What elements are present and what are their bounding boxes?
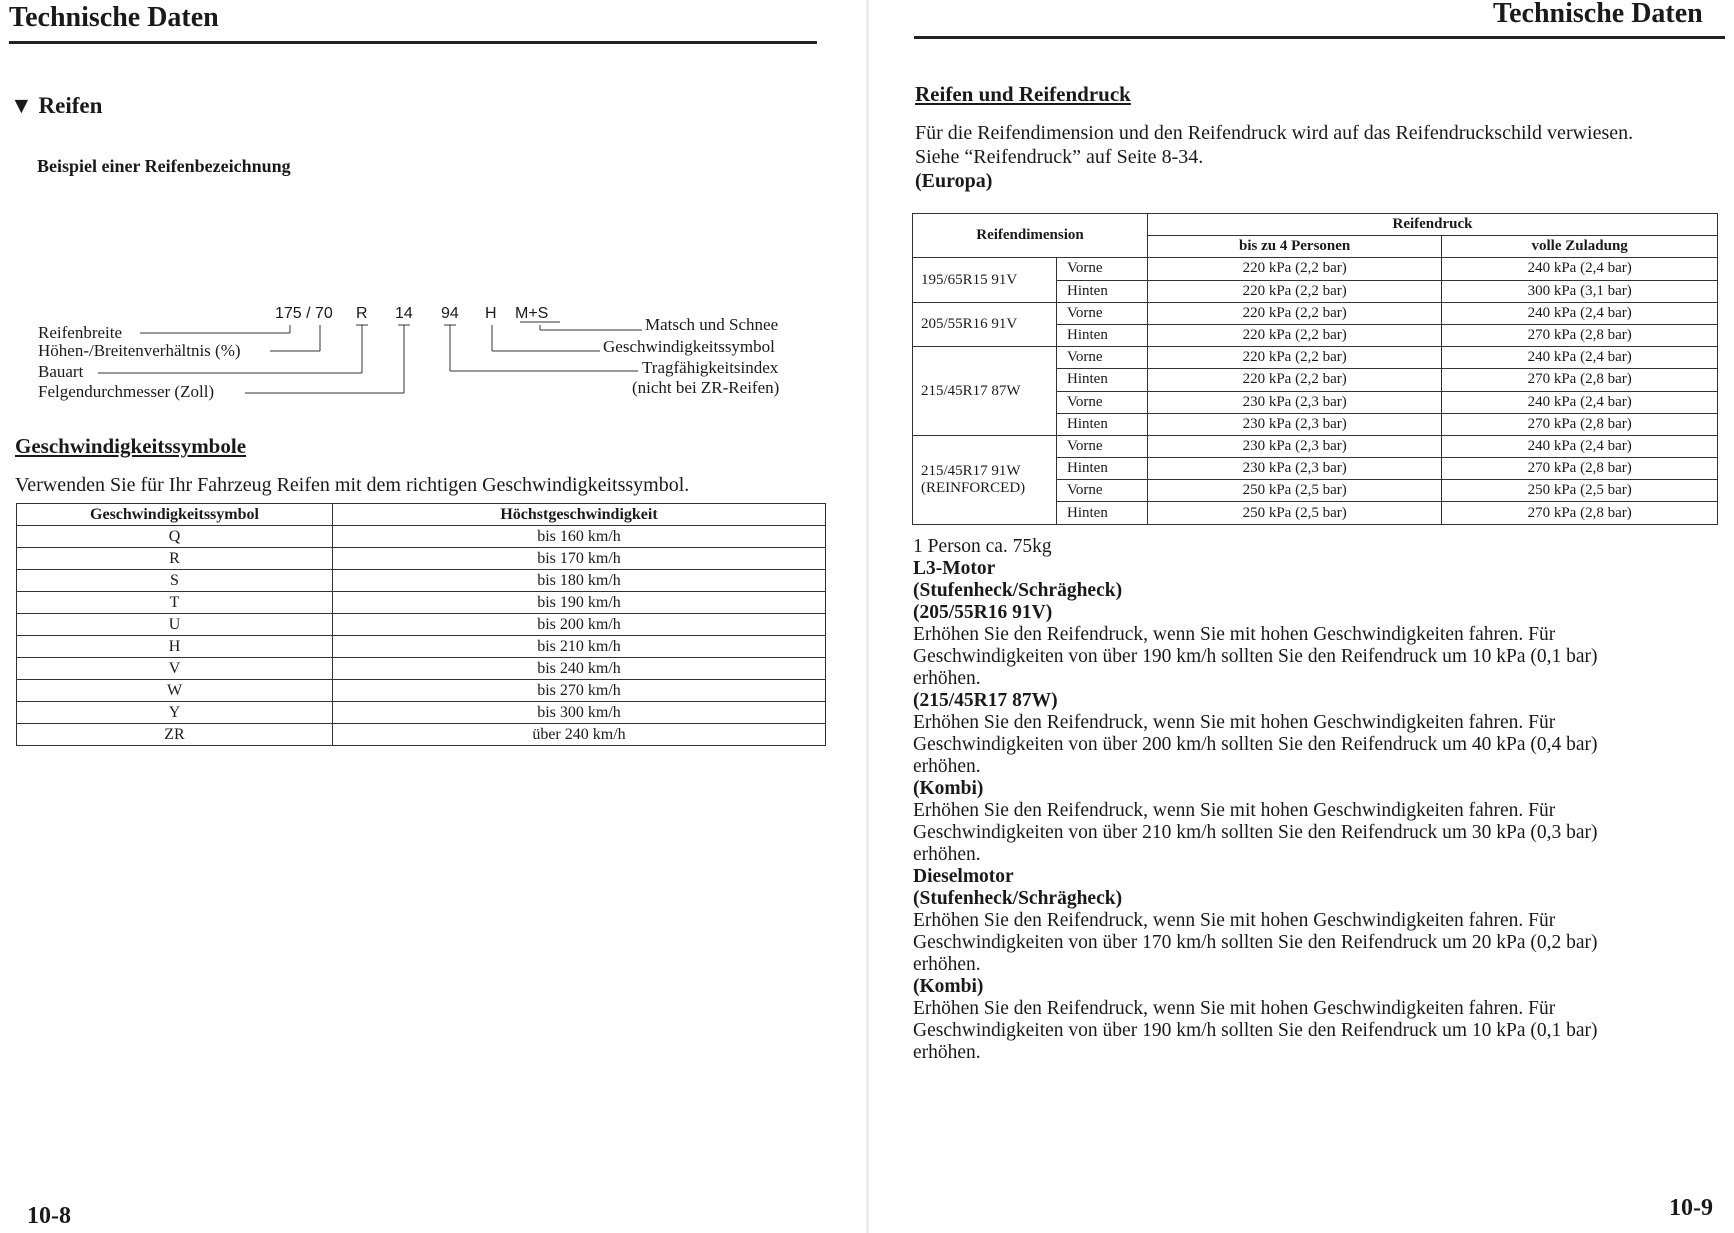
speed-symbol-cell: W: [17, 680, 333, 702]
tire-dimension-note: (REINFORCED): [921, 479, 1026, 496]
right-page: [867, 0, 1734, 1233]
code-rim: 14: [395, 305, 413, 322]
pressure-up-to-4-cell: 230 kPa (2,3 bar): [1148, 458, 1442, 480]
tire-dimension-cell: [913, 435, 1057, 524]
table-row: [17, 592, 826, 614]
label-rim-diameter: Felgendurchmesser (Zoll): [38, 382, 215, 401]
note-heading: (205/55R16 91V): [913, 602, 1053, 623]
speed-symbol-table: [16, 503, 826, 746]
table-row: [17, 658, 826, 680]
table-row: [17, 570, 826, 592]
table-row: [913, 347, 1718, 369]
column-header-dimension: Reifendimension: [913, 214, 1148, 258]
label-mud-snow: Matsch und Schnee: [645, 315, 779, 334]
axle-position-cell: Vorne: [1057, 480, 1148, 502]
section-title: ▼ Reifen: [10, 93, 103, 118]
speed-symbol-cell: R: [17, 548, 333, 570]
note-text: Geschwindigkeiten von über 210 km/h sollten Sie den Reifendruck um 30 kPa (0,3 bar): [913, 822, 1598, 843]
note-text: Geschwindigkeiten von über 200 km/h sollten Sie den Reifendruck um 40 kPa (0,4 bar): [913, 734, 1598, 755]
page-header: Technische Daten: [9, 2, 219, 33]
pressure-up-to-4-cell: 230 kPa (2,3 bar): [1148, 391, 1442, 413]
speed-symbol-cell: S: [17, 570, 333, 592]
max-speed-cell: bis 270 km/h: [333, 680, 826, 702]
speed-symbol-cell: Y: [17, 702, 333, 724]
intro-line-1: Für die Reifendimension und den Reifendruck wird auf das Reifendruckschild verwiesen.: [915, 122, 1634, 144]
max-speed-cell: über 240 km/h: [333, 724, 826, 746]
tire-dimension-cell: [913, 302, 1057, 346]
note-text: erhöhen.: [913, 756, 981, 777]
notes-section: [913, 536, 1713, 1064]
table-row: [17, 680, 826, 702]
max-speed-cell: bis 170 km/h: [333, 548, 826, 570]
max-speed-cell: bis 200 km/h: [333, 614, 826, 636]
speed-symbol-cell: U: [17, 614, 333, 636]
pressure-full-load-cell: 270 kPa (2,8 bar): [1442, 369, 1718, 391]
column-header: Höchstgeschwindigkeit: [333, 504, 826, 526]
axle-position-cell: Hinten: [1057, 458, 1148, 480]
pressure-full-load-cell: 240 kPa (2,4 bar): [1442, 435, 1718, 457]
note-heading: (Stufenheck/Schrägheck): [913, 888, 1123, 909]
note-heading: Dieselmotor: [913, 866, 1014, 887]
column-header-up-to-4: bis zu 4 Personen: [1148, 236, 1442, 258]
table-row: [17, 724, 826, 746]
pressure-full-load-cell: 240 kPa (2,4 bar): [1442, 347, 1718, 369]
label-load-index: Tragfähigkeitsindex: [642, 358, 779, 377]
table-row: [913, 258, 1718, 280]
note-text: Erhöhen Sie den Reifendruck, wenn Sie mit hohen Geschwindigkeiten fahren. Für: [913, 712, 1556, 733]
table-row: [913, 435, 1718, 457]
tire-dimension: 195/65R15 91V: [921, 271, 1018, 288]
speed-symbols-intro: Verwenden Sie für Ihr Fahrzeug Reifen mit dem richtigen Geschwindigkeitssymbol.: [15, 474, 690, 496]
tire-dimension: 215/45R17 87W: [921, 382, 1021, 399]
axle-position-cell: Vorne: [1057, 435, 1148, 457]
pressure-up-to-4-cell: 220 kPa (2,2 bar): [1148, 258, 1442, 280]
region-label: (Europa): [915, 170, 993, 192]
axle-position-cell: Vorne: [1057, 302, 1148, 324]
pressure-full-load-cell: 240 kPa (2,4 bar): [1442, 391, 1718, 413]
pressure-up-to-4-cell: 220 kPa (2,2 bar): [1148, 302, 1442, 324]
tire-dimension: 215/45R17 91W: [921, 462, 1021, 479]
page-number: 10-8: [27, 1203, 71, 1229]
table-row: [17, 614, 826, 636]
code-load-index: 94: [441, 305, 459, 322]
pressure-up-to-4-cell: 230 kPa (2,3 bar): [1148, 413, 1442, 435]
tire-pressure-heading: Reifen und Reifendruck: [915, 82, 1131, 106]
note-heading: (215/45R17 87W): [913, 690, 1058, 711]
table-header-row: [913, 214, 1718, 236]
column-header-full-load: volle Zuladung: [1442, 236, 1718, 258]
max-speed-cell: bis 210 km/h: [333, 636, 826, 658]
note-text: Erhöhen Sie den Reifendruck, wenn Sie mit hohen Geschwindigkeiten fahren. Für: [913, 800, 1556, 821]
label-speed-symbol: Geschwindigkeitssymbol: [603, 337, 775, 356]
tire-designation-diagram: [30, 295, 810, 405]
max-speed-cell: bis 160 km/h: [333, 526, 826, 548]
page-header: Technische Daten: [1493, 0, 1703, 29]
max-speed-cell: bis 180 km/h: [333, 570, 826, 592]
speed-symbols-heading: Geschwindigkeitssymbole: [15, 434, 247, 458]
header-rule: [914, 36, 1725, 39]
label-not-zr: (nicht bei ZR-Reifen): [632, 378, 780, 397]
pressure-full-load-cell: 240 kPa (2,4 bar): [1442, 302, 1718, 324]
code-speed: H: [485, 305, 497, 322]
axle-position-cell: Vorne: [1057, 391, 1148, 413]
speed-symbol-cell: Q: [17, 526, 333, 548]
speed-symbol-cell: H: [17, 636, 333, 658]
label-construction: Bauart: [38, 362, 84, 381]
note-text: Geschwindigkeiten von über 190 km/h sollten Sie den Reifendruck um 10 kPa (0,1 bar): [913, 1020, 1598, 1041]
table-row: [913, 302, 1718, 324]
example-heading: Beispiel einer Reifenbezeichnung: [37, 156, 291, 176]
pressure-up-to-4-cell: 230 kPa (2,3 bar): [1148, 435, 1442, 457]
code-size: 175 / 70: [275, 305, 333, 322]
axle-position-cell: Hinten: [1057, 280, 1148, 302]
note-text: 1 Person ca. 75kg: [913, 536, 1052, 557]
note-heading: L3-Motor: [913, 558, 996, 579]
tire-dimension-cell: [913, 258, 1057, 302]
column-header: Geschwindigkeitssymbol: [17, 504, 333, 526]
pressure-full-load-cell: 300 kPa (3,1 bar): [1442, 280, 1718, 302]
header-rule: [9, 41, 817, 44]
pressure-up-to-4-cell: 250 kPa (2,5 bar): [1148, 502, 1442, 524]
axle-position-cell: Hinten: [1057, 413, 1148, 435]
axle-position-cell: Vorne: [1057, 347, 1148, 369]
pressure-full-load-cell: 270 kPa (2,8 bar): [1442, 502, 1718, 524]
code-construction: R: [356, 305, 368, 322]
axle-position-cell: Vorne: [1057, 258, 1148, 280]
tire-pressure-table: [912, 213, 1718, 525]
pressure-full-load-cell: 270 kPa (2,8 bar): [1442, 413, 1718, 435]
table-row: [17, 702, 826, 724]
note-text: erhöhen.: [913, 668, 981, 689]
pressure-full-load-cell: 250 kPa (2,5 bar): [1442, 480, 1718, 502]
table-header-row: [17, 504, 826, 526]
note-text: erhöhen.: [913, 1042, 981, 1063]
intro-line-2: Siehe “Reifendruck” auf Seite 8-34.: [915, 146, 1204, 168]
label-aspect-ratio: Höhen-/Breitenverhältnis (%): [38, 341, 241, 360]
code-mud-snow: M+S: [515, 305, 549, 322]
pressure-full-load-cell: 240 kPa (2,4 bar): [1442, 258, 1718, 280]
speed-symbol-cell: T: [17, 592, 333, 614]
pressure-up-to-4-cell: 220 kPa (2,2 bar): [1148, 347, 1442, 369]
note-text: erhöhen.: [913, 844, 981, 865]
pressure-up-to-4-cell: 250 kPa (2,5 bar): [1148, 480, 1442, 502]
column-header-pressure: Reifendruck: [1148, 214, 1718, 236]
note-text: Geschwindigkeiten von über 170 km/h sollten Sie den Reifendruck um 20 kPa (0,2 bar): [913, 932, 1598, 953]
speed-symbol-cell: V: [17, 658, 333, 680]
table-row: [17, 636, 826, 658]
table-row: [17, 526, 826, 548]
note-heading: (Kombi): [913, 778, 984, 799]
note-text: erhöhen.: [913, 954, 981, 975]
pressure-up-to-4-cell: 220 kPa (2,2 bar): [1148, 369, 1442, 391]
pressure-up-to-4-cell: 220 kPa (2,2 bar): [1148, 280, 1442, 302]
speed-symbol-cell: ZR: [17, 724, 333, 746]
axle-position-cell: Hinten: [1057, 502, 1148, 524]
note-text: Geschwindigkeiten von über 190 km/h sollten Sie den Reifendruck um 10 kPa (0,1 bar): [913, 646, 1598, 667]
label-tire-width: Reifenbreite: [38, 323, 123, 342]
max-speed-cell: bis 190 km/h: [333, 592, 826, 614]
note-heading: (Kombi): [913, 976, 984, 997]
note-text: Erhöhen Sie den Reifendruck, wenn Sie mit hohen Geschwindigkeiten fahren. Für: [913, 910, 1556, 931]
tire-dimension: 205/55R16 91V: [921, 315, 1018, 332]
note-text: Erhöhen Sie den Reifendruck, wenn Sie mit hohen Geschwindigkeiten fahren. Für: [913, 998, 1556, 1019]
note-heading: (Stufenheck/Schrägheck): [913, 580, 1123, 601]
max-speed-cell: bis 300 km/h: [333, 702, 826, 724]
axle-position-cell: Hinten: [1057, 324, 1148, 346]
tire-dimension-cell: [913, 347, 1057, 436]
pressure-full-load-cell: 270 kPa (2,8 bar): [1442, 458, 1718, 480]
axle-position-cell: Hinten: [1057, 369, 1148, 391]
page-number: 10-9: [1669, 1195, 1713, 1221]
max-speed-cell: bis 240 km/h: [333, 658, 826, 680]
pressure-up-to-4-cell: 220 kPa (2,2 bar): [1148, 324, 1442, 346]
pressure-full-load-cell: 270 kPa (2,8 bar): [1442, 324, 1718, 346]
table-row: [17, 548, 826, 570]
note-text: Erhöhen Sie den Reifendruck, wenn Sie mit hohen Geschwindigkeiten fahren. Für: [913, 624, 1556, 645]
